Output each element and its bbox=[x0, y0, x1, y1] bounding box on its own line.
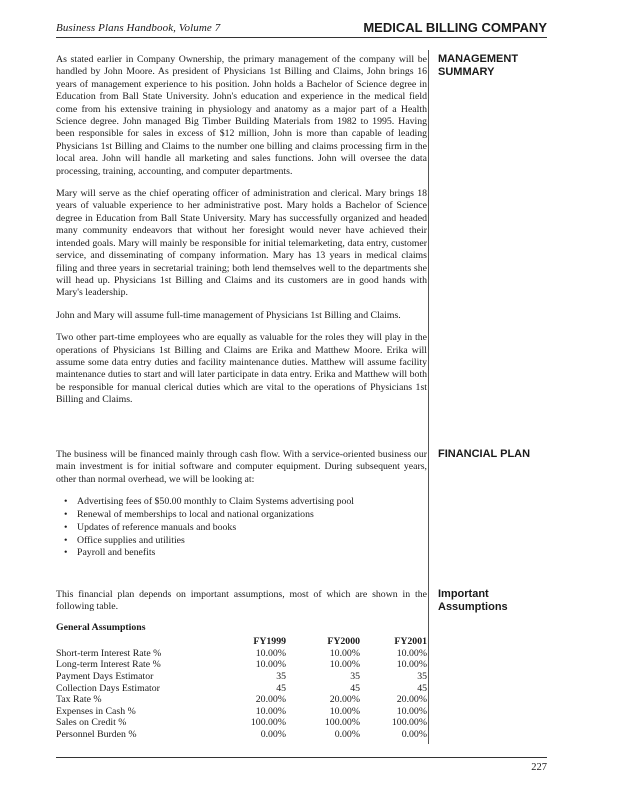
table-header-row bbox=[56, 636, 427, 648]
cell: 100.00% bbox=[250, 717, 286, 729]
table-row bbox=[56, 694, 427, 706]
cell: 10.00% bbox=[396, 647, 427, 659]
cell: 10.00% bbox=[396, 705, 427, 717]
table-title: General Assumptions bbox=[56, 621, 146, 633]
cell: 100.00% bbox=[324, 717, 360, 729]
important-assumptions-body bbox=[56, 589, 427, 741]
cell: 20.00% bbox=[329, 694, 360, 706]
paragraph: John and Mary will assume full-time management of Physicians 1st Billing and Claims. bbox=[56, 309, 401, 321]
cell: 45 bbox=[350, 682, 360, 694]
list-item: • Advertising fees of $50.00 monthly to Claim Systems advertising pool bbox=[64, 496, 427, 509]
table-row bbox=[56, 729, 427, 741]
table-row bbox=[56, 659, 427, 671]
page-number: 227 bbox=[531, 762, 547, 773]
heading-management-summary: MANAGEMENT SUMMARY bbox=[438, 53, 519, 78]
row-label: Payment Days Estimator bbox=[56, 671, 154, 682]
cell: 10.00% bbox=[329, 705, 360, 717]
row-label: Long-term Interest Rate % bbox=[56, 659, 161, 671]
cell: 10.00% bbox=[255, 705, 286, 717]
cell: 35 bbox=[350, 671, 360, 682]
row-label: Short-term Interest Rate % bbox=[56, 647, 162, 659]
paragraph: As stated earlier in Company Ownership, the primary management of the company will be handled by John Moore. As president of Physicians 1st Billing and Claims, John brings 16 years of management experience to his position. John holds a Bachelor of Science degree in Education from Ball State University. John's education and experience in the medical field come from his extensive training in physiology and anatomy as a major part of a Health Science degree. John managed Big Timber Building Materials from 1982 to 1995. Having been responsible for sales in excess of $12 million, John is more than capable of leading Physicians 1st Billing and Claims to the number one billing and claims processing firm in the local area. John will handle all marketing and sales functions. John will oversee the data processing, training, accounting, and computer departments. bbox=[56, 54, 427, 177]
footer-divider bbox=[56, 757, 547, 758]
cell: 0.00% bbox=[260, 728, 286, 740]
row-label: Personnel Burden % bbox=[56, 728, 137, 740]
list-item: • Updates of reference manuals and books bbox=[64, 522, 427, 535]
paragraph: The business will be financed mainly through cash flow. With a service-oriented business our main investment is for initial software and computer equipment. During subsequent years, other than normal overhead, we will be looking at: bbox=[56, 449, 427, 485]
table-row bbox=[56, 717, 427, 729]
cell: 10.00% bbox=[329, 647, 360, 659]
cell: 10.00% bbox=[255, 647, 286, 659]
expense-list bbox=[56, 496, 427, 560]
management-summary-body bbox=[56, 54, 427, 407]
heading-financial-plan: FINANCIAL PLAN bbox=[438, 448, 531, 460]
cell: 0.00% bbox=[334, 728, 360, 740]
row-label: Collection Days Estimator bbox=[56, 682, 160, 694]
table-row bbox=[56, 683, 427, 695]
paragraph: Mary will serve as the chief operating officer of administration and clerical. Mary brings 18 years of valuable experience to her administrative post. Mary holds a Bachelor of Science degree in Education from Ball State University. Mary has successfully organized and headed many community endeavors that without her foresight would never have achieved their intended goals. Mary will mainly be responsible for initial telemarketing, data entry, customer service, and disseminating of company information. Mary has 13 years in medical claims filing and three years in secretarial training; both lend themselves well to the departments she will head up. Physicians 1st Billing and Claims and its customers are in good hands with Mary's leadership. bbox=[56, 188, 427, 299]
table-row bbox=[56, 706, 427, 718]
list-item: • Office supplies and utilities bbox=[64, 535, 427, 548]
cell: 20.00% bbox=[396, 694, 427, 706]
column-divider bbox=[428, 50, 429, 744]
header-divider bbox=[56, 37, 547, 38]
cell: 45 bbox=[417, 682, 427, 694]
table-row bbox=[56, 648, 427, 660]
running-header-company: MEDICAL BILLING COMPANY bbox=[363, 20, 547, 35]
cell: 10.00% bbox=[329, 659, 360, 671]
cell: 0.00% bbox=[401, 728, 427, 740]
list-item: • Renewal of memberships to local and national organizations bbox=[64, 509, 427, 522]
cell: 10.00% bbox=[396, 659, 427, 671]
cell: 100.00% bbox=[391, 717, 427, 729]
cell: 35 bbox=[417, 671, 427, 682]
row-label: Expenses in Cash % bbox=[56, 705, 136, 717]
general-assumptions-table bbox=[56, 636, 427, 740]
cell: 35 bbox=[276, 671, 286, 682]
row-label: Tax Rate % bbox=[56, 694, 102, 706]
column-header: FY2000 bbox=[327, 636, 360, 648]
running-header-book-title: Business Plans Handbook, Volume 7 bbox=[56, 22, 221, 34]
cell: 10.00% bbox=[255, 659, 286, 671]
heading-important-assumptions: Important Assumptions bbox=[438, 588, 508, 613]
list-item: • Payroll and benefits bbox=[64, 547, 427, 560]
column-header: FY2001 bbox=[394, 636, 427, 648]
table-header-blank bbox=[56, 636, 216, 648]
table-row bbox=[56, 671, 427, 683]
financial-plan-body bbox=[56, 449, 427, 560]
paragraph: Two other part-time employees who are equally as valuable for the roles they will play in the operations of Physicians 1st Billing and Claims are Erika and Matthew Moore. Erika will assume some data entry duties and facility maintenance duties. Matthew will assume facility maintenance duties to start and will later participate in data entry. Erika and Matthew will both be responsible for manual clerical duties which are vital to the operations of Physicians 1st Billing and Claims. bbox=[56, 332, 427, 406]
cell: 20.00% bbox=[255, 694, 286, 706]
column-header: FY1999 bbox=[253, 636, 286, 648]
paragraph: This financial plan depends on important assumptions, most of which are shown in the following table. bbox=[56, 589, 427, 613]
row-label: Sales on Credit % bbox=[56, 717, 127, 729]
cell: 45 bbox=[276, 682, 286, 694]
